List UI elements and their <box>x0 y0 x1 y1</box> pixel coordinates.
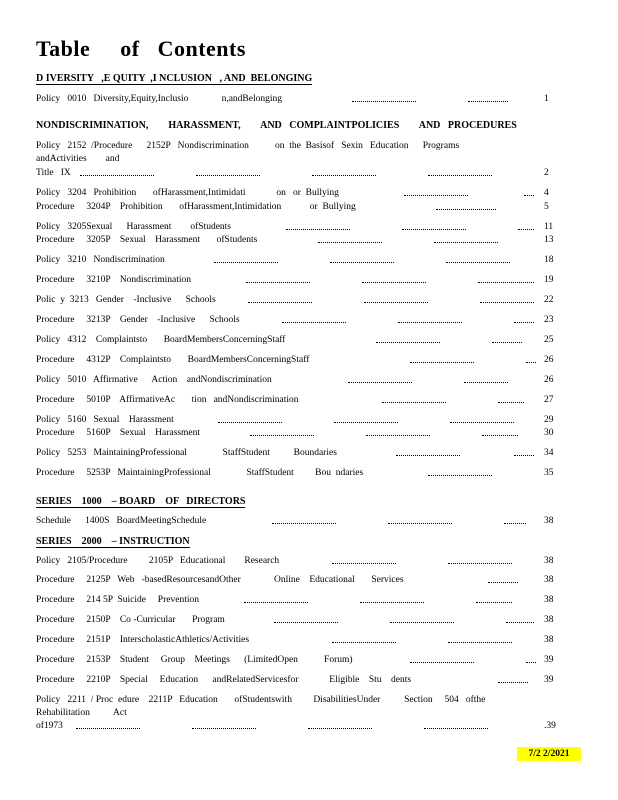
toc-entry[interactable] <box>36 595 554 607</box>
toc-entry[interactable] <box>36 575 554 587</box>
dot-leader <box>332 563 396 564</box>
toc-entry-text: Procedure 3204P Prohibition ofHarassment,Intimidation or Bullying <box>36 202 356 212</box>
dot-leader <box>308 728 372 729</box>
dot-leader <box>410 662 474 663</box>
page-title: Table of Contents <box>36 36 246 61</box>
toc-page-number: 38 <box>544 595 554 605</box>
toc-entry-text: Policy 4312 Complaintsto BoardMembersConcerningStaff <box>36 335 286 345</box>
toc-entry-text: Policy 3204 Prohibition ofHarassment,Intimidati on or Bullying <box>36 188 339 198</box>
dot-leader <box>482 435 518 436</box>
toc-entry-text: Procedure 5010P AffirmativeAc tion andNondiscrimination <box>36 395 299 405</box>
dot-leader <box>376 342 440 343</box>
dot-leader <box>360 602 424 603</box>
dot-leader <box>524 195 534 196</box>
dot-leader <box>410 362 474 363</box>
toc-entry-text: Policy 3205Sexual Harassment ofStudents <box>36 222 231 232</box>
dot-leader <box>498 682 528 683</box>
toc-page-number: 23 <box>544 315 554 325</box>
toc-entry-continued[interactable] <box>36 168 548 180</box>
toc-entry-text: Procedure 3205P Sexual Harassment ofStudents <box>36 235 258 245</box>
toc-entry[interactable] <box>36 516 554 528</box>
toc-entry[interactable] <box>36 675 554 687</box>
toc-page-number: 26 <box>544 375 554 385</box>
dot-leader <box>332 642 396 643</box>
toc-entry[interactable] <box>36 235 554 247</box>
toc-page-number: 25 <box>544 335 554 345</box>
toc-entry-text: Policy 0010 Diversity,Equity,Inclusio n,andBelonging <box>36 94 283 104</box>
toc-page-number: 2 <box>544 168 549 178</box>
toc-entry-text: Policy 5253 MaintainingProfessional StaffStudent Boundaries <box>36 448 337 458</box>
toc-page-number: 29 <box>544 415 554 425</box>
toc-page-number: 18 <box>544 255 554 265</box>
dot-leader <box>250 435 314 436</box>
dot-leader <box>196 175 260 176</box>
heading-series-2000: SERIES 2000 – INSTRUCTION <box>36 536 190 547</box>
dot-leader <box>388 523 452 524</box>
dot-leader <box>286 229 350 230</box>
dot-leader <box>478 282 534 283</box>
dot-leader <box>446 262 510 263</box>
toc-entry-text: Policy 2152 /Procedure 2152P Nondiscrimination on the Basisof Sexin Education Programs <box>36 141 460 151</box>
dot-leader <box>448 642 512 643</box>
toc-entry-text: Procedure 5160P Sexual Harassment <box>36 428 201 438</box>
toc-entry-text: Procedure 3213P Gender -Inclusive Schools <box>36 315 240 325</box>
toc-page-number: 38 <box>544 575 554 585</box>
dot-leader <box>448 563 512 564</box>
dot-leader <box>424 728 488 729</box>
toc-entry[interactable] <box>36 355 554 367</box>
toc-entry-text: Policy 5160 Sexual Harassment <box>36 415 174 425</box>
toc-entry[interactable] <box>36 315 554 327</box>
date-stamp: 7/2 2/2021 <box>517 747 581 761</box>
toc-entry-text: Procedure 2125P Web -basedResourcesandOther Online Educational Services <box>36 575 404 585</box>
toc-entry[interactable] <box>36 695 548 707</box>
dot-leader <box>192 728 256 729</box>
toc-page-number: 30 <box>544 428 554 438</box>
toc-page-number: 22 <box>544 295 554 305</box>
toc-entry[interactable] <box>36 295 554 307</box>
toc-entry-text: Policy 2211 / Proc edure 2211P Education ofStudentswith DisabilitiesUnder Section 504 ofthe <box>36 695 486 705</box>
toc-entry-text: Policy 3210 Nondiscrimination <box>36 255 165 265</box>
dot-leader <box>498 402 524 403</box>
toc-entry[interactable] <box>36 468 554 480</box>
toc-entry[interactable] <box>36 275 554 287</box>
dot-leader <box>76 728 140 729</box>
toc-page-number: 34 <box>544 448 554 458</box>
dot-leader <box>244 602 308 603</box>
toc-entry[interactable] <box>36 222 554 234</box>
toc-page-number: 13 <box>544 235 554 245</box>
toc-entry[interactable] <box>36 448 554 460</box>
toc-entry-text: Procedure 2150P Co -Curricular Program <box>36 615 225 625</box>
dot-leader <box>246 282 310 283</box>
dot-leader <box>526 662 536 663</box>
toc-entry[interactable] <box>36 395 554 407</box>
toc-entry-text: Title IX <box>36 168 71 178</box>
toc-entry-continued <box>36 708 548 720</box>
dot-leader <box>464 382 508 383</box>
toc-entry-text: Schedule 1400S BoardMeetingSchedule <box>36 516 207 526</box>
dot-leader <box>398 322 462 323</box>
dot-leader <box>518 229 534 230</box>
toc-entry[interactable] <box>36 635 554 647</box>
dot-leader <box>348 382 412 383</box>
dot-leader <box>390 622 454 623</box>
toc-entry[interactable] <box>36 375 554 387</box>
toc-entry-text: Policy 2105/Procedure 2105P Educational Research <box>36 556 280 566</box>
toc-page-number: 27 <box>544 395 554 405</box>
toc-page-number: .39 <box>544 721 556 731</box>
toc-entry[interactable] <box>36 615 554 627</box>
toc-page-number: 39 <box>544 655 554 665</box>
dot-leader <box>282 322 346 323</box>
dot-leader <box>274 622 338 623</box>
dot-leader <box>428 475 492 476</box>
toc-page-number: 11 <box>544 222 554 232</box>
toc-page-number: 38 <box>544 635 554 645</box>
toc-page-number: 26 <box>544 355 554 365</box>
dot-leader <box>272 523 336 524</box>
toc-entry[interactable] <box>36 94 548 106</box>
dot-leader <box>382 402 446 403</box>
toc-page-number: 39 <box>544 675 554 685</box>
toc-entry-text: Procedure 2153P Student Group Meetings (LimitedOpen Forum) <box>36 655 353 665</box>
dot-leader <box>330 262 394 263</box>
toc-entry-text: of1973 <box>36 721 63 731</box>
dot-leader <box>488 582 518 583</box>
dot-leader <box>514 322 534 323</box>
toc-entry[interactable] <box>36 415 554 427</box>
dot-leader <box>450 422 514 423</box>
dot-leader <box>362 282 426 283</box>
toc-page-number: 35 <box>544 468 554 478</box>
toc-entry[interactable] <box>36 655 554 667</box>
dot-leader <box>312 175 376 176</box>
toc-page-number: 38 <box>544 516 554 526</box>
toc-entry-text: andActivities and <box>36 154 120 164</box>
toc-entry[interactable] <box>36 141 548 153</box>
toc-entry[interactable] <box>36 556 554 568</box>
dot-leader <box>248 302 312 303</box>
toc-entry-text: Procedure 214 5P Suicide Prevention <box>36 595 199 605</box>
dot-leader <box>364 302 428 303</box>
dot-leader <box>492 342 522 343</box>
toc-entry[interactable] <box>36 335 554 347</box>
dot-leader <box>480 302 534 303</box>
heading-series-1000: SERIES 1000 – BOARD OF DIRECTORS <box>36 496 246 507</box>
toc-entry-text: Procedure 2151P InterscholasticAthletics/Activities <box>36 635 250 645</box>
dot-leader <box>504 523 526 524</box>
dot-leader <box>506 622 534 623</box>
toc-page-number: 19 <box>544 275 554 285</box>
dot-leader <box>436 209 496 210</box>
toc-page-number: 4 <box>544 188 549 198</box>
toc-page-number: 5 <box>544 202 549 212</box>
dot-leader <box>402 229 466 230</box>
toc-entry-text: Policy 5010 Affirmative Action andNondiscrimination <box>36 375 272 385</box>
dot-leader <box>514 455 534 456</box>
dot-leader <box>396 455 460 456</box>
dot-leader <box>218 422 282 423</box>
dot-leader <box>352 101 416 102</box>
toc-entry-continued[interactable] <box>36 721 556 733</box>
toc-entry[interactable] <box>36 428 554 440</box>
dot-leader <box>214 262 278 263</box>
dot-leader <box>366 435 430 436</box>
heading-nondiscrimination: NONDISCRIMINATION, HARASSMENT, AND COMPLAINTPOLICIES AND PROCEDURES <box>36 120 517 131</box>
toc-entry-text: Polic y 3213 Gender -Inclusive Schools <box>36 295 216 305</box>
toc-page-number: 38 <box>544 615 554 625</box>
toc-entry-text: Procedure 2210P Special Education andRelatedServicesfor Eligible Stu dents <box>36 675 412 685</box>
toc-entry-text: Procedure 4312P Complaintsto BoardMembersConcerningStaff <box>36 355 310 365</box>
toc-entry-text: Procedure 5253P MaintainingProfessional StaffStudent Bou ndaries <box>36 468 364 478</box>
toc-entry[interactable] <box>36 188 548 200</box>
toc-entry-text: Procedure 3210P Nondiscrimination <box>36 275 192 285</box>
toc-page-number: 1 <box>544 94 549 104</box>
dot-leader <box>334 422 398 423</box>
toc-entry[interactable] <box>36 255 554 267</box>
dot-leader <box>468 101 508 102</box>
dot-leader <box>434 242 498 243</box>
toc-page-number: 38 <box>544 556 554 566</box>
toc-entry-text: Rehabilitation Act <box>36 708 127 718</box>
dot-leader <box>526 362 536 363</box>
heading-diversity-equity-inclusion: D IVERSITY ,E QUITY ,I NCLUSION , AND BELONGING <box>36 73 313 84</box>
dot-leader <box>476 602 512 603</box>
toc-entry[interactable] <box>36 202 548 214</box>
dot-leader <box>404 195 468 196</box>
toc-entry-continued <box>36 154 548 166</box>
dot-leader <box>428 175 492 176</box>
dot-leader <box>80 175 154 176</box>
dot-leader <box>318 242 382 243</box>
